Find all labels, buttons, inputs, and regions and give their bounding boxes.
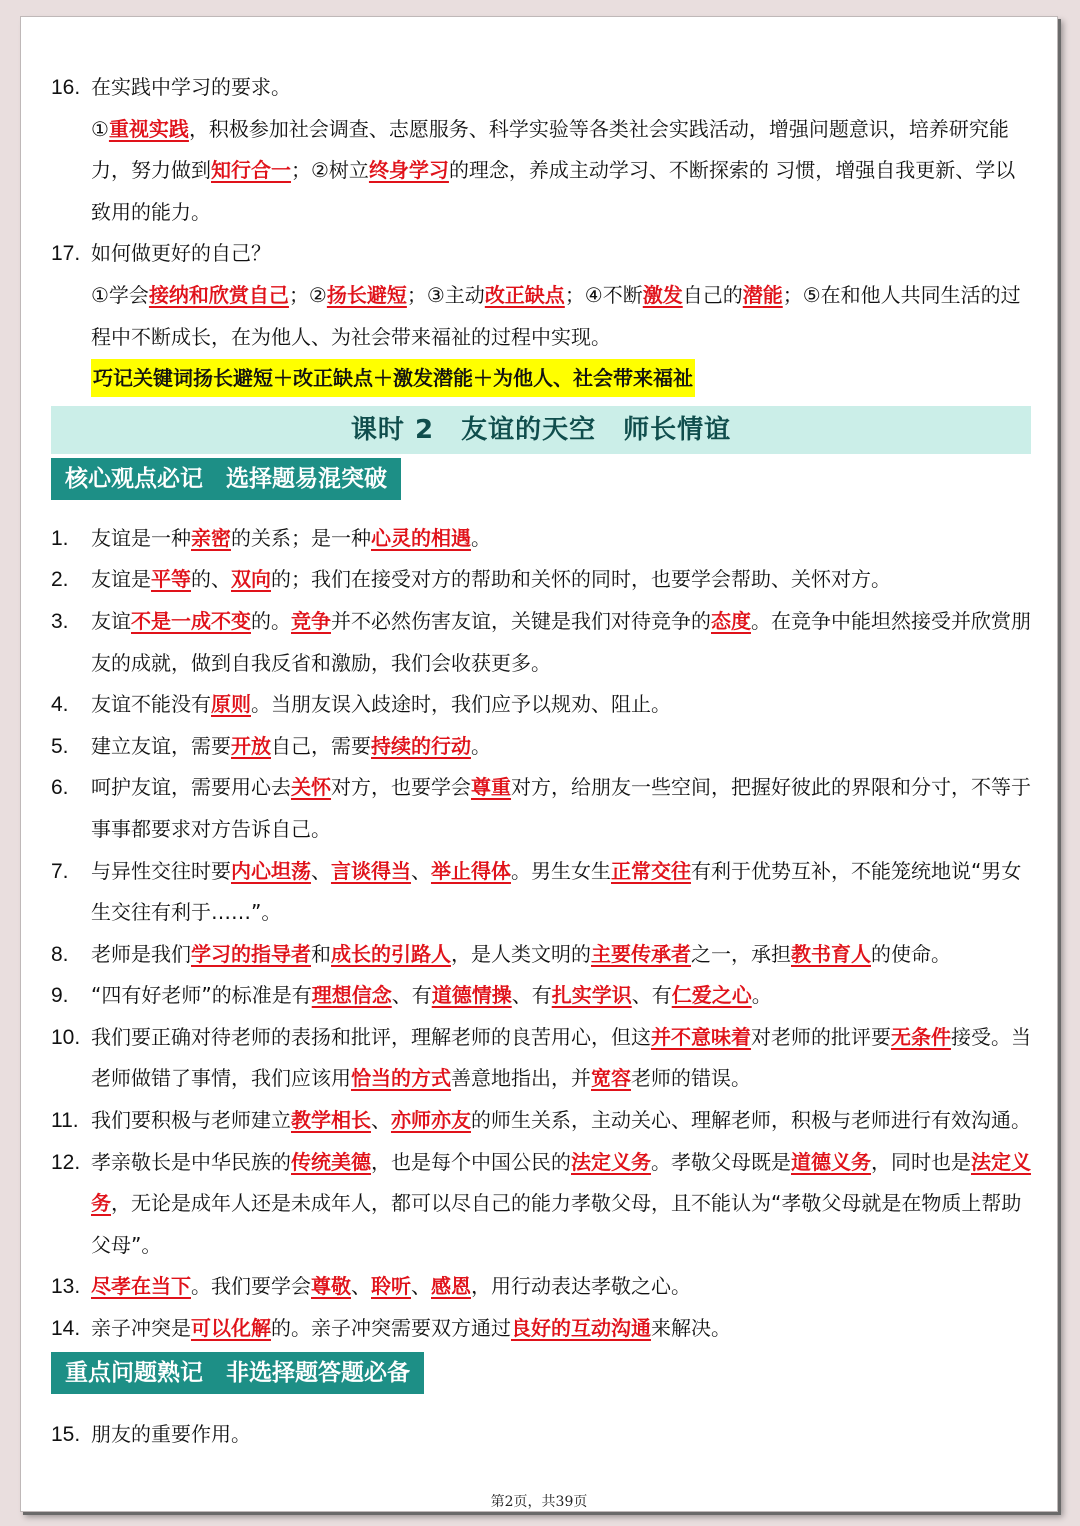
key-term: 道德义务 [791, 1149, 871, 1174]
plain-text: 自己，需要 [271, 733, 371, 758]
key-term: 法定义务 [91, 1149, 1031, 1216]
plain-text: 的使命。 [871, 941, 951, 966]
plain-text: ；⑤在和他人共同生活的过程中不断成长，在为他人、为社会带来福祉的过程中实现。 [91, 282, 1021, 349]
plain-text: 、 [351, 1274, 371, 1299]
plain-text: 的。亲子冲突需要双方通过 [271, 1316, 511, 1341]
plain-text: 。当朋友误入歧途时，我们应予以规劝、阻止。 [251, 692, 671, 717]
item-number: 9. [51, 984, 69, 1008]
key-term: 可以化解 [191, 1316, 271, 1341]
plain-text: 。 [471, 733, 491, 758]
plain-text: 的关系；是一种 [231, 525, 371, 550]
plain-text: ①学会 [91, 282, 149, 307]
question-17 [51, 233, 1031, 399]
key-term: 持续的行动 [371, 733, 471, 758]
point-text [91, 934, 1031, 976]
key-term: 传统美德 [291, 1149, 371, 1174]
key-term: 无条件 [891, 1024, 951, 1049]
key-term: 感恩 [431, 1274, 471, 1299]
item-number: 5. [51, 734, 69, 758]
answer-text [51, 275, 1031, 358]
plain-text: 对老师的批评要 [751, 1024, 891, 1049]
plain-text: 、 [411, 858, 431, 883]
section-tag-key-questions: 重点问题熟记 非选择题答题必备 [51, 1352, 424, 1394]
plain-text: ，用行动表达孝敬之心。 [471, 1274, 691, 1299]
plain-text: “四有好老师”的标准是有 [91, 983, 312, 1008]
key-term: 尊重 [471, 775, 511, 800]
plain-text: 友谊是一种 [91, 525, 191, 550]
item-number: 16. [51, 76, 81, 99]
plain-text: 、有 [391, 983, 432, 1008]
key-term: 扎实学识 [551, 983, 632, 1008]
key-term: 仁爱之心 [671, 983, 752, 1008]
point-item [51, 726, 1031, 768]
key-term: 聆听 [371, 1274, 411, 1299]
point-text [91, 518, 1031, 560]
plain-text: ① [91, 116, 109, 141]
plain-text: ，也是每个中国公民的 [371, 1149, 571, 1174]
key-term: 举止得体 [431, 858, 511, 883]
document-page [20, 16, 1058, 1512]
point-item [51, 1100, 1031, 1142]
key-term: 双向 [231, 567, 271, 592]
plain-text: 友谊 [91, 608, 131, 633]
key-term: 学习的指导者 [191, 941, 311, 966]
key-term: 亲密 [191, 525, 231, 550]
item-number: 13. [51, 1275, 81, 1299]
point-text [91, 1142, 1031, 1267]
plain-text: 老师的错误。 [631, 1066, 751, 1091]
item-number: 4. [51, 693, 69, 717]
key-term: 重视实践 [108, 116, 189, 141]
point-text [91, 1017, 1031, 1100]
item-number: 8. [51, 942, 69, 966]
item-number: 12. [51, 1150, 81, 1174]
point-text [91, 851, 1031, 934]
point-item [51, 1308, 1031, 1350]
key-term: 心灵的相遇 [371, 525, 471, 550]
point-item [51, 601, 1031, 684]
key-term: 法定义务 [571, 1149, 651, 1174]
plain-text: 。 [751, 983, 772, 1008]
key-term: 言谈得当 [331, 858, 411, 883]
plain-text: 与异性交往时要 [91, 858, 231, 883]
item-number: 1. [51, 526, 69, 550]
plain-text: ；② [288, 282, 327, 307]
question-title: 如何做更好的自己？ [91, 241, 271, 266]
plain-text: 对方，给朋友一些空间，把握好彼此的界限和分寸，不等于事事都要求对方告诉自己。 [91, 775, 1031, 841]
key-term: 态度 [711, 608, 751, 633]
key-term: 理想信念 [311, 983, 392, 1008]
item-number: 15. [51, 1422, 81, 1446]
key-term: 激发 [642, 282, 683, 307]
plain-text: ，是人类文明的 [451, 941, 591, 966]
plain-text: 友谊不能没有 [91, 692, 211, 717]
point-item [51, 559, 1031, 601]
key-term: 并不意味着 [651, 1024, 751, 1049]
question-16 [51, 67, 1031, 233]
plain-text: 建立友谊，需要 [91, 733, 231, 758]
point-item [51, 1017, 1031, 1100]
plain-text: 、有 [631, 983, 672, 1008]
plain-text: 孝亲敬长是中华民族的 [91, 1149, 291, 1174]
point-text [91, 1266, 1031, 1308]
page-footer: 第2页，共39页 [490, 1494, 588, 1510]
key-term: 终身学习 [368, 158, 449, 183]
plain-text: 。男生女生 [511, 858, 611, 883]
key-term: 正常交往 [611, 858, 691, 883]
plain-text: 对方，也要学会 [331, 775, 471, 800]
page-content [51, 67, 1031, 1455]
plain-text: 来解决。 [651, 1316, 731, 1341]
key-term: 原则 [211, 692, 251, 717]
key-term: 道德情操 [431, 983, 512, 1008]
plain-text: 之一，承担 [691, 941, 791, 966]
question-title: 朋友的重要作用。 [91, 1421, 251, 1446]
point-item [51, 934, 1031, 976]
plain-text: ，无论是成年人还是未成年人，都可以尽自己的能力孝敬父母，且不能认为“孝敬父母就是在物质上帮助父母”。 [91, 1191, 1022, 1257]
answer-text [51, 109, 1031, 234]
key-term: 不是一成不变 [131, 608, 251, 633]
plain-text: 并不必然伤害友谊，关键是我们对待竞争的 [331, 608, 711, 633]
plain-text: 友谊是 [91, 567, 151, 592]
key-term: 改正缺点 [484, 282, 565, 307]
plain-text: 我们要积极与老师建立 [91, 1108, 291, 1133]
key-term: 尊敬 [311, 1274, 351, 1299]
key-term: 开放 [231, 733, 271, 758]
plain-text: 。在竞争中能坦然接受并欣赏朋友的成就，做到自我反省和激励，我们会收获更多。 [91, 608, 1031, 675]
plain-text: 、有 [511, 983, 552, 1008]
key-term: 扬长避短 [326, 282, 407, 307]
lesson-title: 课时 2 友谊的天空 师长情谊 [51, 406, 1031, 454]
key-term: 竞争 [291, 608, 331, 633]
section-tag-core-points: 核心观点必记 选择题易混突破 [51, 458, 401, 500]
item-number: 10. [51, 1025, 81, 1049]
plain-text: 、 [311, 858, 331, 883]
item-number: 11. [51, 1109, 79, 1133]
plain-text: 的理念，养成主动学习、不断探索的 习惯，增强自我更新、学以致用的能力。 [91, 158, 1016, 224]
plain-text: ；④不断 [564, 282, 643, 307]
plain-text: 的师生关系，主动关心、理解老师，积极与老师进行有效沟通。 [471, 1108, 1031, 1133]
key-term: 潜能 [742, 282, 783, 307]
key-term: 尽孝在当下 [91, 1274, 191, 1299]
plain-text: 自己的 [682, 282, 743, 307]
key-term: 教学相长 [291, 1108, 371, 1133]
plain-text: 、 [371, 1108, 391, 1133]
plain-text: 。 [471, 525, 491, 550]
point-text [91, 726, 1031, 768]
plain-text: 的；我们在接受对方的帮助和关怀的同时，也要学会帮助、关怀对方。 [271, 567, 891, 592]
item-number: 3. [51, 609, 69, 633]
plain-text: ；③主动 [406, 282, 485, 307]
item-number: 14. [51, 1317, 81, 1341]
plain-text: 。我们要学会 [191, 1274, 311, 1299]
plain-text: 和 [311, 941, 331, 966]
plain-text: 有利于优势互补，不能笼统地说“男女生交往有利于……”。 [91, 858, 1022, 925]
plain-text: 老师是我们 [91, 941, 191, 966]
key-term: 内心坦荡 [231, 858, 311, 883]
point-text [91, 975, 1031, 1017]
plain-text: ；②树立 [291, 158, 369, 183]
points-list [51, 518, 1031, 1350]
plain-text: 的。 [251, 608, 291, 633]
point-item [51, 1266, 1031, 1308]
plain-text: 呵护友谊，需要用心去 [91, 775, 291, 800]
item-number: 7. [51, 859, 69, 883]
point-item [51, 684, 1031, 726]
point-text [91, 767, 1031, 850]
key-term: 主要传承者 [591, 941, 691, 966]
plain-text: 。孝敬父母既是 [651, 1149, 791, 1174]
plain-text: 接受。当老师做错了事情，我们应该用 [91, 1024, 1031, 1091]
key-term: 接纳和欣赏自己 [148, 282, 289, 307]
key-term: 宽容 [591, 1066, 631, 1091]
point-text [91, 601, 1031, 684]
plain-text: 、 [411, 1274, 431, 1299]
key-term: 成长的引路人 [331, 941, 451, 966]
plain-text: 善意地指出，并 [451, 1066, 591, 1091]
plain-text: 的、 [191, 567, 231, 592]
key-term: 教书育人 [791, 941, 871, 966]
key-term: 亦师亦友 [391, 1108, 471, 1133]
key-term: 关怀 [291, 775, 331, 800]
key-term: 良好的互动沟通 [511, 1316, 651, 1341]
point-text [91, 559, 1031, 601]
plain-text: 我们要正确对待老师的表扬和批评，理解老师的良苦用心，但这 [91, 1024, 651, 1049]
question-15 [51, 1414, 1031, 1456]
key-term: 知行合一 [211, 158, 291, 183]
point-text [91, 684, 1031, 726]
question-title: 在实践中学习的要求。 [91, 75, 291, 99]
point-item [51, 975, 1031, 1017]
key-term: 恰当的方式 [351, 1066, 451, 1091]
plain-text: ，同时也是 [871, 1149, 971, 1174]
point-item [51, 851, 1031, 934]
plain-text: 亲子冲突是 [91, 1316, 191, 1341]
item-number: 17. [51, 242, 81, 266]
point-text [91, 1100, 1031, 1142]
memory-tip: 巧记关键词扬长避短＋改正缺点＋激发潜能＋为他人、社会带来福祉 [91, 359, 695, 397]
point-item [51, 518, 1031, 560]
point-item [51, 767, 1031, 850]
point-item [51, 1142, 1031, 1267]
point-text [91, 1308, 1031, 1350]
item-number: 2. [51, 568, 69, 592]
item-number: 6. [51, 776, 69, 800]
plain-text: ，积极参加社会调查、志愿服务、科学实验等各类社会实践活动，增强问题意识，培养研究能力，努力做到 [91, 116, 1009, 183]
key-term: 平等 [151, 567, 191, 592]
